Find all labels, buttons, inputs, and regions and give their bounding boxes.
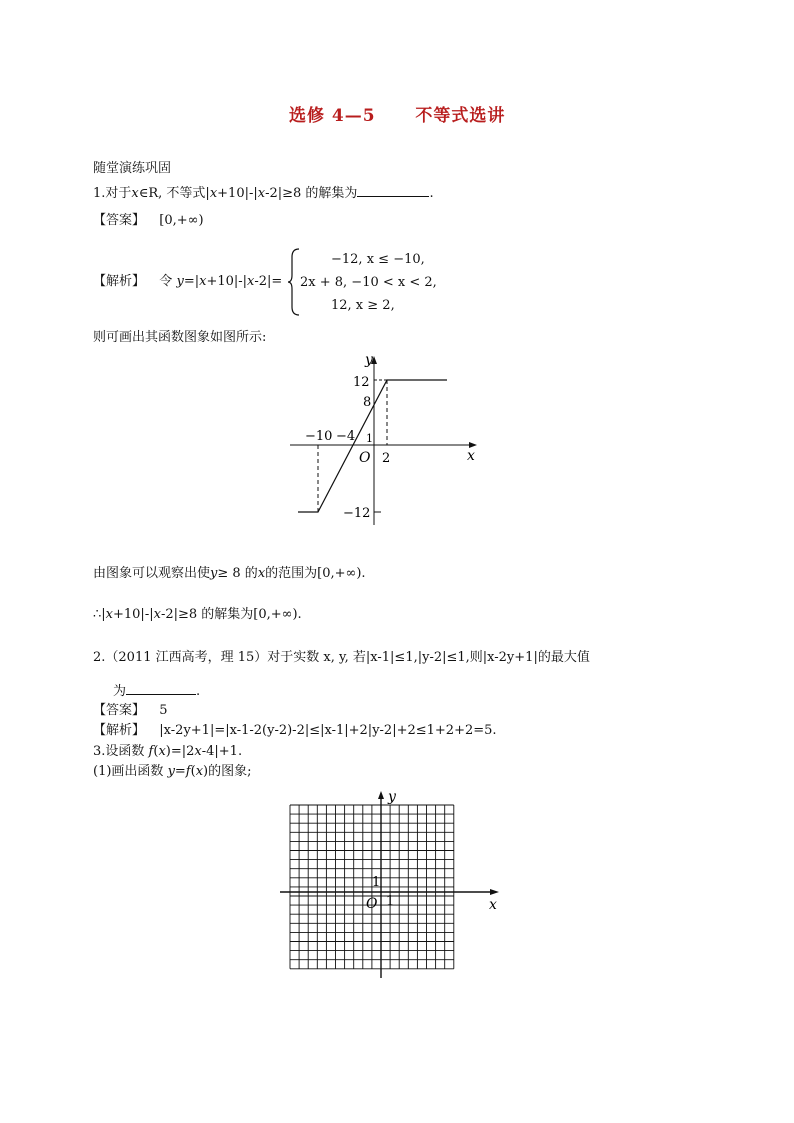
q1-answer: [93, 213, 204, 229]
q1-solution-var-x2: x: [247, 274, 255, 289]
q2-statement-line2: [113, 681, 200, 700]
q3-grid: [280, 785, 505, 980]
q1-solution-label: 【解析】: [93, 274, 146, 289]
piecewise-brace: [287, 247, 301, 317]
q1-observation-text-e: 的范围为[0,+∞).: [265, 566, 366, 581]
q1-conclusion: [93, 607, 302, 623]
grid-y-arrow: [378, 791, 384, 799]
section-heading: 随堂演练巩固: [93, 161, 172, 176]
q3-part1-text-a: (1)画出函数: [93, 764, 164, 779]
q1-var-x: x: [131, 186, 139, 201]
q1-graph-intro: 则可画出其函数图象如图所示:: [93, 330, 267, 345]
q1-solution-text-c: =|: [183, 274, 200, 289]
q1-answer-value: [0,+∞): [159, 213, 204, 228]
q3-text-g: -4|+1.: [201, 744, 243, 759]
q2-answer-blank: [126, 681, 196, 695]
graph-label-x: x: [467, 448, 475, 464]
q1-observation: [93, 566, 366, 582]
graph-label-origin: O: [359, 450, 371, 466]
q3-func-f: f: [148, 744, 154, 759]
graph-label-12: 12: [353, 375, 370, 390]
graph-label-neg10: −10: [305, 429, 333, 444]
q3-part1-var-x: x: [195, 764, 204, 779]
q1-text-e: +10|-|: [217, 186, 258, 201]
q1-answer-label: 【答案】: [93, 213, 146, 228]
q2-statement: 2.（2011 江西高考，理 15）对于实数 x, y, 若|x-1|≤1,|y-2|≤1,则|x-2y+1|的最大值: [93, 650, 590, 665]
q1-var-x3: x: [257, 186, 266, 201]
piecewise-case-1: −12, x ≤ −10,: [331, 252, 425, 267]
q1-solution-var-y: y: [176, 274, 184, 289]
q1-solution: [93, 274, 282, 290]
piecewise-case-2: 2x + 8, −10 < x < 2,: [300, 275, 437, 290]
q1-text-g: -2|≥8 的解集为: [265, 186, 358, 201]
q1-solution-var-x: x: [199, 274, 207, 289]
graph-label-1: 1: [366, 432, 373, 445]
q1-observation-var-y: y: [210, 566, 218, 581]
piecewise-case-3: 12, x ≥ 2,: [331, 298, 395, 313]
q1-statement: [93, 183, 434, 202]
q3-text-e: )=|2: [165, 744, 195, 759]
graph-label-neg4: −4: [336, 429, 356, 444]
q2-solution-text: |x-2y+1|=|x-1-2(y-2)-2|≤|x-1|+2|y-2|+2≤1+2+2=5.: [159, 723, 497, 738]
q1-conclusion-text-e: -2|≥8 的解集为[0,+∞).: [160, 607, 302, 622]
q3-var-x2: x: [194, 744, 202, 759]
q1-solution-text-g: -2|=: [254, 274, 283, 289]
q1-conclusion-var-x: x: [105, 607, 113, 622]
q1-solution-text-e: +10|-|: [206, 274, 248, 289]
q3-part1-func: y=f: [167, 764, 191, 779]
q3-statement: [93, 744, 242, 760]
q1-observation-text-a: 由图象可以观察出使: [93, 566, 211, 581]
q1-text-c: ∈R, 不等式|: [138, 186, 210, 201]
q3-text-a: 3.设函数: [93, 744, 145, 759]
page-title: [289, 108, 505, 124]
grid-label-1y: 1: [372, 875, 381, 890]
q3-text-c: (: [153, 744, 159, 759]
q1-text-h: .: [429, 186, 434, 201]
q1-var-x2: x: [209, 186, 218, 201]
q3-part1: [93, 764, 252, 780]
q3-part1-text-c: (: [190, 764, 196, 779]
q2-answer: [93, 703, 168, 719]
q2-solution: [93, 723, 497, 739]
grid-label-origin: O: [366, 896, 378, 912]
q2-answer-label: 【答案】: [93, 703, 146, 718]
q2-text-b: .: [196, 684, 201, 699]
grid-label-y: y: [388, 789, 396, 805]
q2-solution-label: 【解析】: [93, 723, 146, 738]
q3-part1-text-e: )的图象;: [203, 764, 252, 779]
graph-label-8: 8: [363, 395, 372, 410]
q2-text-a: 为: [113, 684, 127, 699]
q1-conclusion-text-c: +10|-|: [113, 607, 154, 622]
grid-label-1x: 1: [386, 894, 395, 909]
q1-solution-text-a: 令: [159, 274, 173, 289]
q1-conclusion-var-x2: x: [153, 607, 161, 622]
grid-label-x: x: [489, 897, 497, 913]
q1-answer-blank: [357, 183, 429, 197]
graph-label-neg12: −12: [343, 506, 371, 521]
graph-label-2: 2: [382, 451, 391, 466]
q1-text-a: 1.对于: [93, 186, 132, 201]
q2-answer-value: 5: [159, 703, 168, 718]
grid-x-arrow: [490, 889, 499, 895]
q1-conclusion-text-a: ∴|: [93, 607, 106, 622]
q1-function-graph: [285, 350, 490, 530]
title-left: 选修 4—5: [289, 106, 376, 126]
title-right: 不等式选讲: [415, 106, 506, 126]
q1-observation-text-c: ≥ 8 的: [217, 566, 258, 581]
graph-label-y: y: [365, 352, 373, 368]
q1-observation-var-x: x: [257, 566, 266, 581]
q3-var-x: x: [158, 744, 166, 759]
graph-function-curve: [298, 380, 447, 512]
